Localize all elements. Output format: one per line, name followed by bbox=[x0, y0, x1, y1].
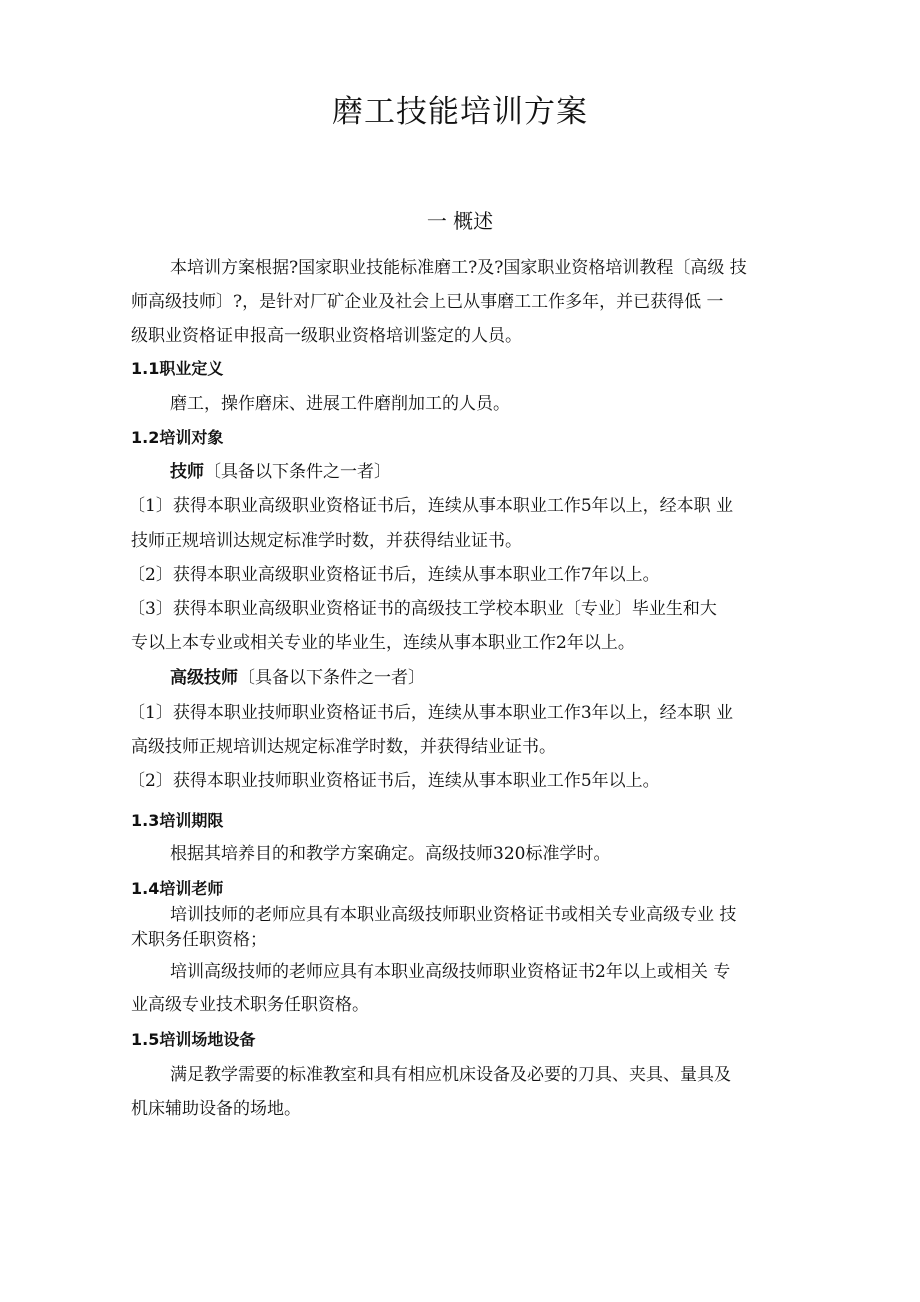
senior-subheading bbox=[170, 666, 425, 690]
tech-condition: 〔具备以下条件之一者〕 bbox=[204, 462, 391, 482]
intro-line-1: 本培训方案根据?国家职业技能标准磨工?及?国家职业资格培训教程〔高级 技 bbox=[170, 258, 747, 278]
heading-1-4: 1.4培训老师 bbox=[131, 879, 224, 898]
tech-item-3a: 〔3〕获得本职业高级职业资格证书的高级技工学校本职业〔专业〕毕业生和大 bbox=[128, 599, 717, 619]
s11-text: 磨工，操作磨床、进展工件磨削加工的人员。 bbox=[170, 394, 510, 414]
intro-line-2: 师高级技师〕?，是针对厂矿企业及社会上已从事磨工工作多年，并已获得低 一 bbox=[131, 292, 724, 312]
tech-item-3b: 专以上本专业或相关专业的毕业生，连续从事本职业工作2年以上。 bbox=[131, 633, 635, 653]
document-title: 磨工技能培训方案 bbox=[332, 94, 588, 130]
senior-item-2: 〔2〕获得本职业技师职业资格证书后，连续从事本职业工作5年以上。 bbox=[128, 771, 660, 791]
heading-1-1: 1.1职业定义 bbox=[131, 359, 224, 378]
heading-1-5: 1.5培训场地设备 bbox=[131, 1030, 256, 1049]
s14-line-2: 术职务任职资格； bbox=[131, 930, 267, 950]
tech-label: 技师 bbox=[170, 462, 204, 482]
section-title: 一 概述 bbox=[426, 209, 494, 233]
senior-item-1b: 高级技师正规培训达规定标准学时数，并获得结业证书。 bbox=[131, 737, 556, 757]
tech-subheading bbox=[170, 460, 391, 484]
senior-item-1a: 〔1〕获得本职业技师职业资格证书后，连续从事本职业工作3年以上，经本职 业 bbox=[128, 703, 734, 723]
senior-condition: 〔具备以下条件之一者〕 bbox=[238, 668, 425, 688]
heading-1-3: 1.3培训期限 bbox=[131, 811, 224, 830]
senior-label: 高级技师 bbox=[170, 668, 238, 688]
tech-item-2: 〔2〕获得本职业高级职业资格证书后，连续从事本职业工作7年以上。 bbox=[128, 565, 660, 585]
tech-item-1b: 技师正规培训达规定标准学时数，并获得结业证书。 bbox=[131, 531, 522, 551]
heading-1-2: 1.2培训对象 bbox=[131, 428, 224, 447]
tech-item-1a: 〔1〕获得本职业高级职业资格证书后，连续从事本职业工作5年以上，经本职 业 bbox=[128, 496, 734, 516]
s15-line-1: 满足教学需要的标准教室和具有相应机床设备及必要的刀具、夹具、量具及 bbox=[170, 1065, 731, 1085]
intro-line-3: 级职业资格证申报高一级职业资格培训鉴定的人员。 bbox=[131, 326, 522, 346]
s15-line-2: 机床辅助设备的场地。 bbox=[131, 1099, 301, 1119]
s13-text: 根据其培养目的和教学方案确定。高级技师320标准学时。 bbox=[170, 844, 611, 864]
s14-line-1: 培训技师的老师应具有本职业高级技师职业资格证书或相关专业高级专业 技 bbox=[170, 905, 737, 925]
s14-line-3: 培训高级技师的老师应具有本职业高级技师职业资格证书2年以上或相关 专 bbox=[170, 962, 731, 982]
s14-line-4: 业高级专业技术职务任职资格。 bbox=[131, 995, 369, 1015]
